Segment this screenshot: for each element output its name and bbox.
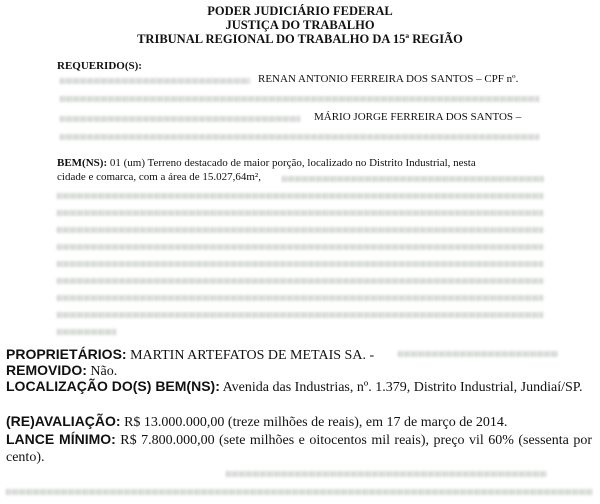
- requerido-person-2: MÁRIO JORGE FERREIRA DOS SANTOS –: [314, 111, 522, 123]
- removido-label: REMOVIDO:: [6, 362, 87, 378]
- bens-label: BEM(NS):: [57, 157, 108, 169]
- redacted-text: [60, 134, 540, 140]
- requeridos-label: REQUERIDO(S):: [57, 60, 142, 72]
- localizacao-row: [6, 378, 592, 396]
- redacted-text: [57, 312, 544, 318]
- redacted-text: [57, 227, 544, 233]
- redacted-text: [57, 295, 544, 301]
- avaliacao-value: R$ 13.000.000,00 (treze milhões de reais), em 17 de março de 2014.: [124, 415, 508, 430]
- avaliacao-row: [6, 413, 592, 431]
- proprietarios-value: MARTIN ARTEFATOS DE METAIS SA. -: [130, 348, 375, 363]
- header-line-2: JUSTIÇA DO TRABALHO: [225, 18, 375, 32]
- redacted-text: [60, 78, 250, 84]
- redacted-text: [398, 351, 558, 357]
- bens-description-1: 01 (um) Terreno destacado de maior porção, localizado no Distrito Industrial, nesta: [109, 157, 476, 169]
- header-line-3: TRIBUNAL REGIONAL DO TRABALHO DA 15ª REGIÃO: [137, 32, 463, 46]
- removido-value: Não.: [90, 364, 118, 379]
- redacted-text: [282, 176, 544, 182]
- requerido-person-1: RENAN ANTONIO FERREIRA DOS SANTOS – CPF nº.: [258, 73, 519, 85]
- lance-row: [6, 431, 592, 466]
- header-line-1: PODER JUDICIÁRIO FEDERAL: [207, 4, 393, 18]
- avaliacao-label: (RE)AVALIAÇÃO:: [6, 413, 121, 429]
- redacted-text: [57, 210, 544, 216]
- lance-label: LANCE MÍNIMO:: [6, 431, 116, 447]
- document-header: [0, 4, 600, 46]
- redacted-text: [6, 489, 592, 495]
- redacted-text: [57, 261, 544, 267]
- lance-value: R$ 7.800.000,00 (sete milhões e oitocentos mil reais), preço vil 60% (sessenta por cento).: [6, 433, 592, 465]
- localizacao-value: Avenida das Industrias, nº. 1.379, Distrito Industrial, Jundiaí/SP.: [222, 380, 583, 395]
- proprietarios-label: PROPRIETÁRIOS:: [6, 346, 127, 362]
- redacted-text: [57, 244, 544, 250]
- redacted-text: [57, 329, 117, 335]
- redacted-text: [60, 116, 300, 122]
- bens-description-2: cidade e comarca, com a área de 15.027,64m²,: [57, 171, 261, 183]
- redacted-text: [57, 278, 544, 284]
- bens-line-1: [57, 157, 476, 170]
- redacted-text: [57, 193, 544, 199]
- redacted-text: [60, 96, 540, 102]
- redacted-text: [226, 471, 546, 477]
- localizacao-label: LOCALIZAÇÃO DO(S) BEM(NS):: [6, 378, 220, 394]
